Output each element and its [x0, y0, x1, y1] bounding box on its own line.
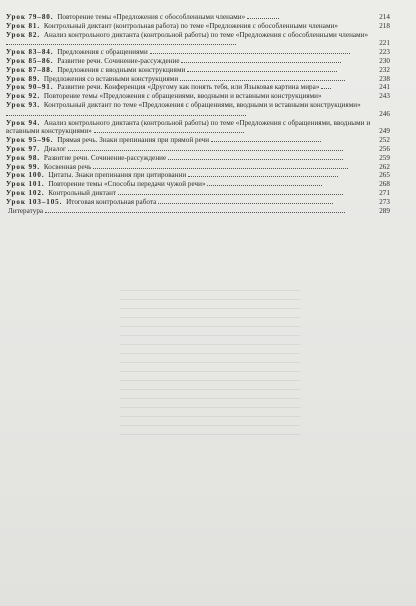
- lesson-label: Урок 90–91.: [6, 83, 54, 92]
- lesson-title: Предложения с вводными конструкциями: [57, 65, 186, 74]
- page-number: 243: [379, 92, 390, 101]
- lesson-label: Урок 89.: [6, 74, 41, 83]
- toc-entry: [6, 198, 390, 207]
- toc-entry: [6, 75, 390, 84]
- lesson-title: Цитаты. Знаки препинания при цитировании: [48, 171, 187, 180]
- lesson-label: Урок 102.: [6, 188, 45, 197]
- lesson-title: Развитие речи. Сочинение-рассуждение: [57, 56, 180, 65]
- toc-entry: [6, 171, 390, 180]
- lesson-title: Повторение темы «Предложения с обращениями, вводными и вставными конструкциями»: [43, 92, 322, 101]
- lesson-label: Урок 94.: [6, 118, 41, 127]
- page-number: 246: [379, 109, 390, 118]
- lesson-title: Анализ контрольного диктанта (контрольной работы) по теме «Предложения с обращениями, вводными и вставными конструкциями»: [6, 118, 371, 136]
- lesson-title: Итоговая контрольная работа: [66, 197, 157, 206]
- dot-leader: [180, 75, 345, 81]
- page-number: 221: [379, 39, 390, 48]
- lesson-title: Контрольный диктант (контрольная работа) по теме «Предложения с обособленными членами»: [43, 21, 338, 30]
- toc-entry: [6, 145, 390, 154]
- toc-entry: [6, 83, 390, 92]
- lesson-label: Урок 83–84.: [6, 48, 54, 57]
- lesson-label: Урок 98.: [6, 153, 41, 162]
- lesson-label: Урок 87–88.: [6, 65, 54, 74]
- lesson-label: Урок 82.: [6, 30, 41, 39]
- page-number: 230: [379, 56, 390, 65]
- lesson-label: Урок 101.: [6, 180, 45, 189]
- toc-entry: [6, 136, 390, 145]
- dot-leader: [321, 83, 331, 89]
- table-of-contents: [6, 13, 390, 215]
- toc-entry: [6, 57, 390, 66]
- lesson-label: Урок 79–80.: [6, 13, 54, 21]
- toc-entry: [6, 163, 390, 172]
- page-number: 256: [379, 144, 390, 153]
- lesson-title: Развитие речи. Конференция «Другому как понять тебя, или Языковая картина мира»: [57, 83, 320, 92]
- toc-entry: [6, 22, 390, 31]
- lesson-title: Прямая речь. Знаки препинания при прямой речи: [57, 136, 210, 145]
- toc-entry: [6, 48, 390, 57]
- lesson-label: Урок 97.: [6, 144, 41, 153]
- page-number: 273: [379, 197, 390, 206]
- dot-leader: [45, 207, 345, 213]
- page-number: 218: [379, 21, 390, 30]
- lesson-title: Диалог: [43, 144, 67, 153]
- lesson-label: Урок 99.: [6, 162, 41, 171]
- dot-leader: [93, 163, 348, 169]
- toc-entry: [6, 92, 390, 101]
- page-number: 249: [379, 127, 390, 136]
- lesson-title: Литература: [8, 206, 44, 215]
- dot-leader: [150, 48, 350, 54]
- toc-entry: [6, 119, 390, 137]
- page-number: 238: [379, 74, 390, 83]
- dot-leader: [68, 145, 343, 151]
- dot-leader: [188, 171, 338, 177]
- lesson-label: Урок 85–86.: [6, 56, 54, 65]
- dot-leader: [6, 110, 246, 116]
- dot-leader: [6, 39, 236, 45]
- dot-leader: [181, 57, 341, 63]
- lesson-title: Развитие речи. Сочинение-рассуждение: [43, 153, 167, 162]
- lesson-label: Урок 103–105.: [6, 197, 63, 206]
- dot-leader: [247, 13, 279, 19]
- lesson-title: Предложения с обращениями: [57, 48, 148, 57]
- lesson-title: Контрольный диктант: [48, 188, 117, 197]
- lesson-title: Предложения со вставными конструкциями: [43, 74, 179, 83]
- lesson-title: Повторение темы «Способы передачи чужой речи»: [48, 180, 206, 189]
- page-number: 259: [379, 153, 390, 162]
- page-number: 232: [379, 65, 390, 74]
- page-number: 262: [379, 162, 390, 171]
- page-number: 265: [379, 171, 390, 180]
- dot-leader: [118, 189, 343, 195]
- toc-entry: [6, 189, 390, 198]
- lesson-title: Анализ контрольного диктанта (контрольной работы) по теме «Предложения с обособленными членами»: [43, 30, 369, 39]
- page-number: 268: [379, 180, 390, 189]
- toc-entry: [6, 66, 390, 75]
- lesson-title: Повторение темы «Предложения с обособленными членами»: [57, 13, 246, 21]
- toc-entry: [6, 154, 390, 163]
- toc-entry: [6, 180, 390, 189]
- lesson-label: Урок 95–96.: [6, 136, 54, 145]
- page-number: 289: [379, 206, 390, 215]
- page-number: 252: [379, 136, 390, 145]
- lesson-label: Урок 100.: [6, 171, 45, 180]
- toc-entry: [6, 207, 390, 216]
- toc-entry: [6, 13, 390, 22]
- dot-leader: [158, 198, 333, 204]
- toc-entry: [6, 31, 390, 49]
- page-number: 241: [379, 83, 390, 92]
- lesson-label: Урок 92.: [6, 92, 41, 101]
- dot-leader: [207, 180, 322, 186]
- lesson-title: Контрольный диктант по теме «Предложения с обращениями, вводными и вставными конструкциями»: [43, 100, 361, 109]
- dot-leader: [94, 127, 244, 133]
- dot-leader: [168, 154, 343, 160]
- show-through-texture: [120, 290, 300, 440]
- page-number: 214: [379, 13, 390, 21]
- lesson-label: Урок 93.: [6, 100, 41, 109]
- page-number: 223: [379, 48, 390, 57]
- dot-leader: [211, 136, 321, 142]
- lesson-label: Урок 81.: [6, 21, 41, 30]
- page-number: 271: [379, 188, 390, 197]
- toc-entry: [6, 101, 390, 119]
- dot-leader: [187, 66, 337, 72]
- lesson-title: Косвенная речь: [43, 162, 92, 171]
